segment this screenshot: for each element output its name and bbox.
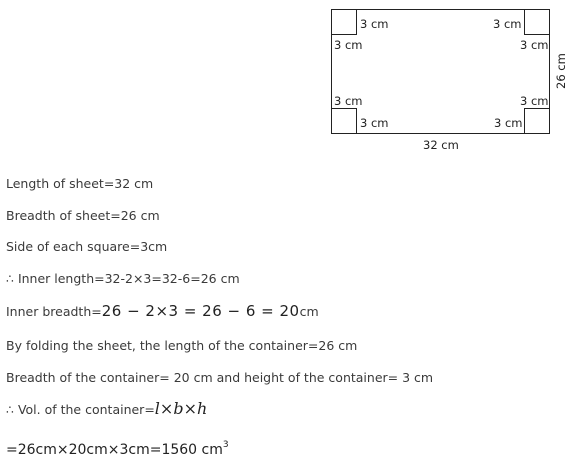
inner-breadth-unit: cm bbox=[299, 304, 319, 319]
corner-square-bottom-right bbox=[525, 109, 550, 134]
label-bottom-left-h: 3 cm bbox=[360, 116, 389, 130]
label-top-right-h: 3 cm bbox=[493, 17, 522, 31]
label-bottom-right-v: 3 cm bbox=[520, 94, 549, 108]
container-breadth-height: Breadth of the container= 20 cm and height of the container= 3 cm bbox=[6, 370, 434, 385]
label-bottom-right-h: 3 cm bbox=[494, 116, 523, 130]
label-bottom-left-v: 3 cm bbox=[334, 94, 363, 108]
inner-length: Inner length=32-2×3=32-6=26 cm bbox=[17, 271, 240, 286]
label-top-right-v: 3 cm bbox=[520, 38, 549, 52]
corner-square-bottom-left bbox=[332, 109, 357, 134]
length-of-sheet: Length of sheet=32 cm bbox=[6, 176, 154, 191]
volume-result-text: =26cm×20cm×3cm=1560 cm bbox=[6, 442, 223, 458]
label-top-left-v: 3 cm bbox=[334, 38, 363, 52]
corner-square-top-left bbox=[332, 10, 357, 35]
sheet-diagram bbox=[0, 0, 573, 160]
therefore-symbol: ∴ bbox=[6, 271, 14, 286]
container-length: By folding the sheet, the length of the container=26 cm bbox=[6, 338, 358, 353]
inner-breadth-label: Inner breadth= bbox=[6, 304, 102, 319]
inner-breadth-math: 26 − 2×3 = 26 − 6 = 20 bbox=[101, 302, 300, 320]
side-of-square: Side of each square=3cm bbox=[6, 239, 168, 254]
inner-breadth-line bbox=[6, 303, 319, 320]
therefore-symbol-2: ∴ bbox=[6, 402, 14, 417]
inner-length-line bbox=[6, 271, 240, 287]
corner-square-top-right bbox=[525, 10, 550, 35]
volume-formula: l×b×h bbox=[154, 399, 208, 418]
volume-label: Vol. of the container= bbox=[17, 402, 155, 417]
breadth-of-sheet: Breadth of sheet=26 cm bbox=[6, 208, 160, 223]
volume-result bbox=[6, 437, 229, 458]
volume-line bbox=[6, 401, 207, 418]
breadth-label: 26 cm bbox=[554, 53, 568, 89]
label-top-left-h: 3 cm bbox=[360, 17, 389, 31]
length-label: 32 cm bbox=[423, 138, 459, 152]
volume-result-exponent: 3 bbox=[222, 440, 229, 450]
